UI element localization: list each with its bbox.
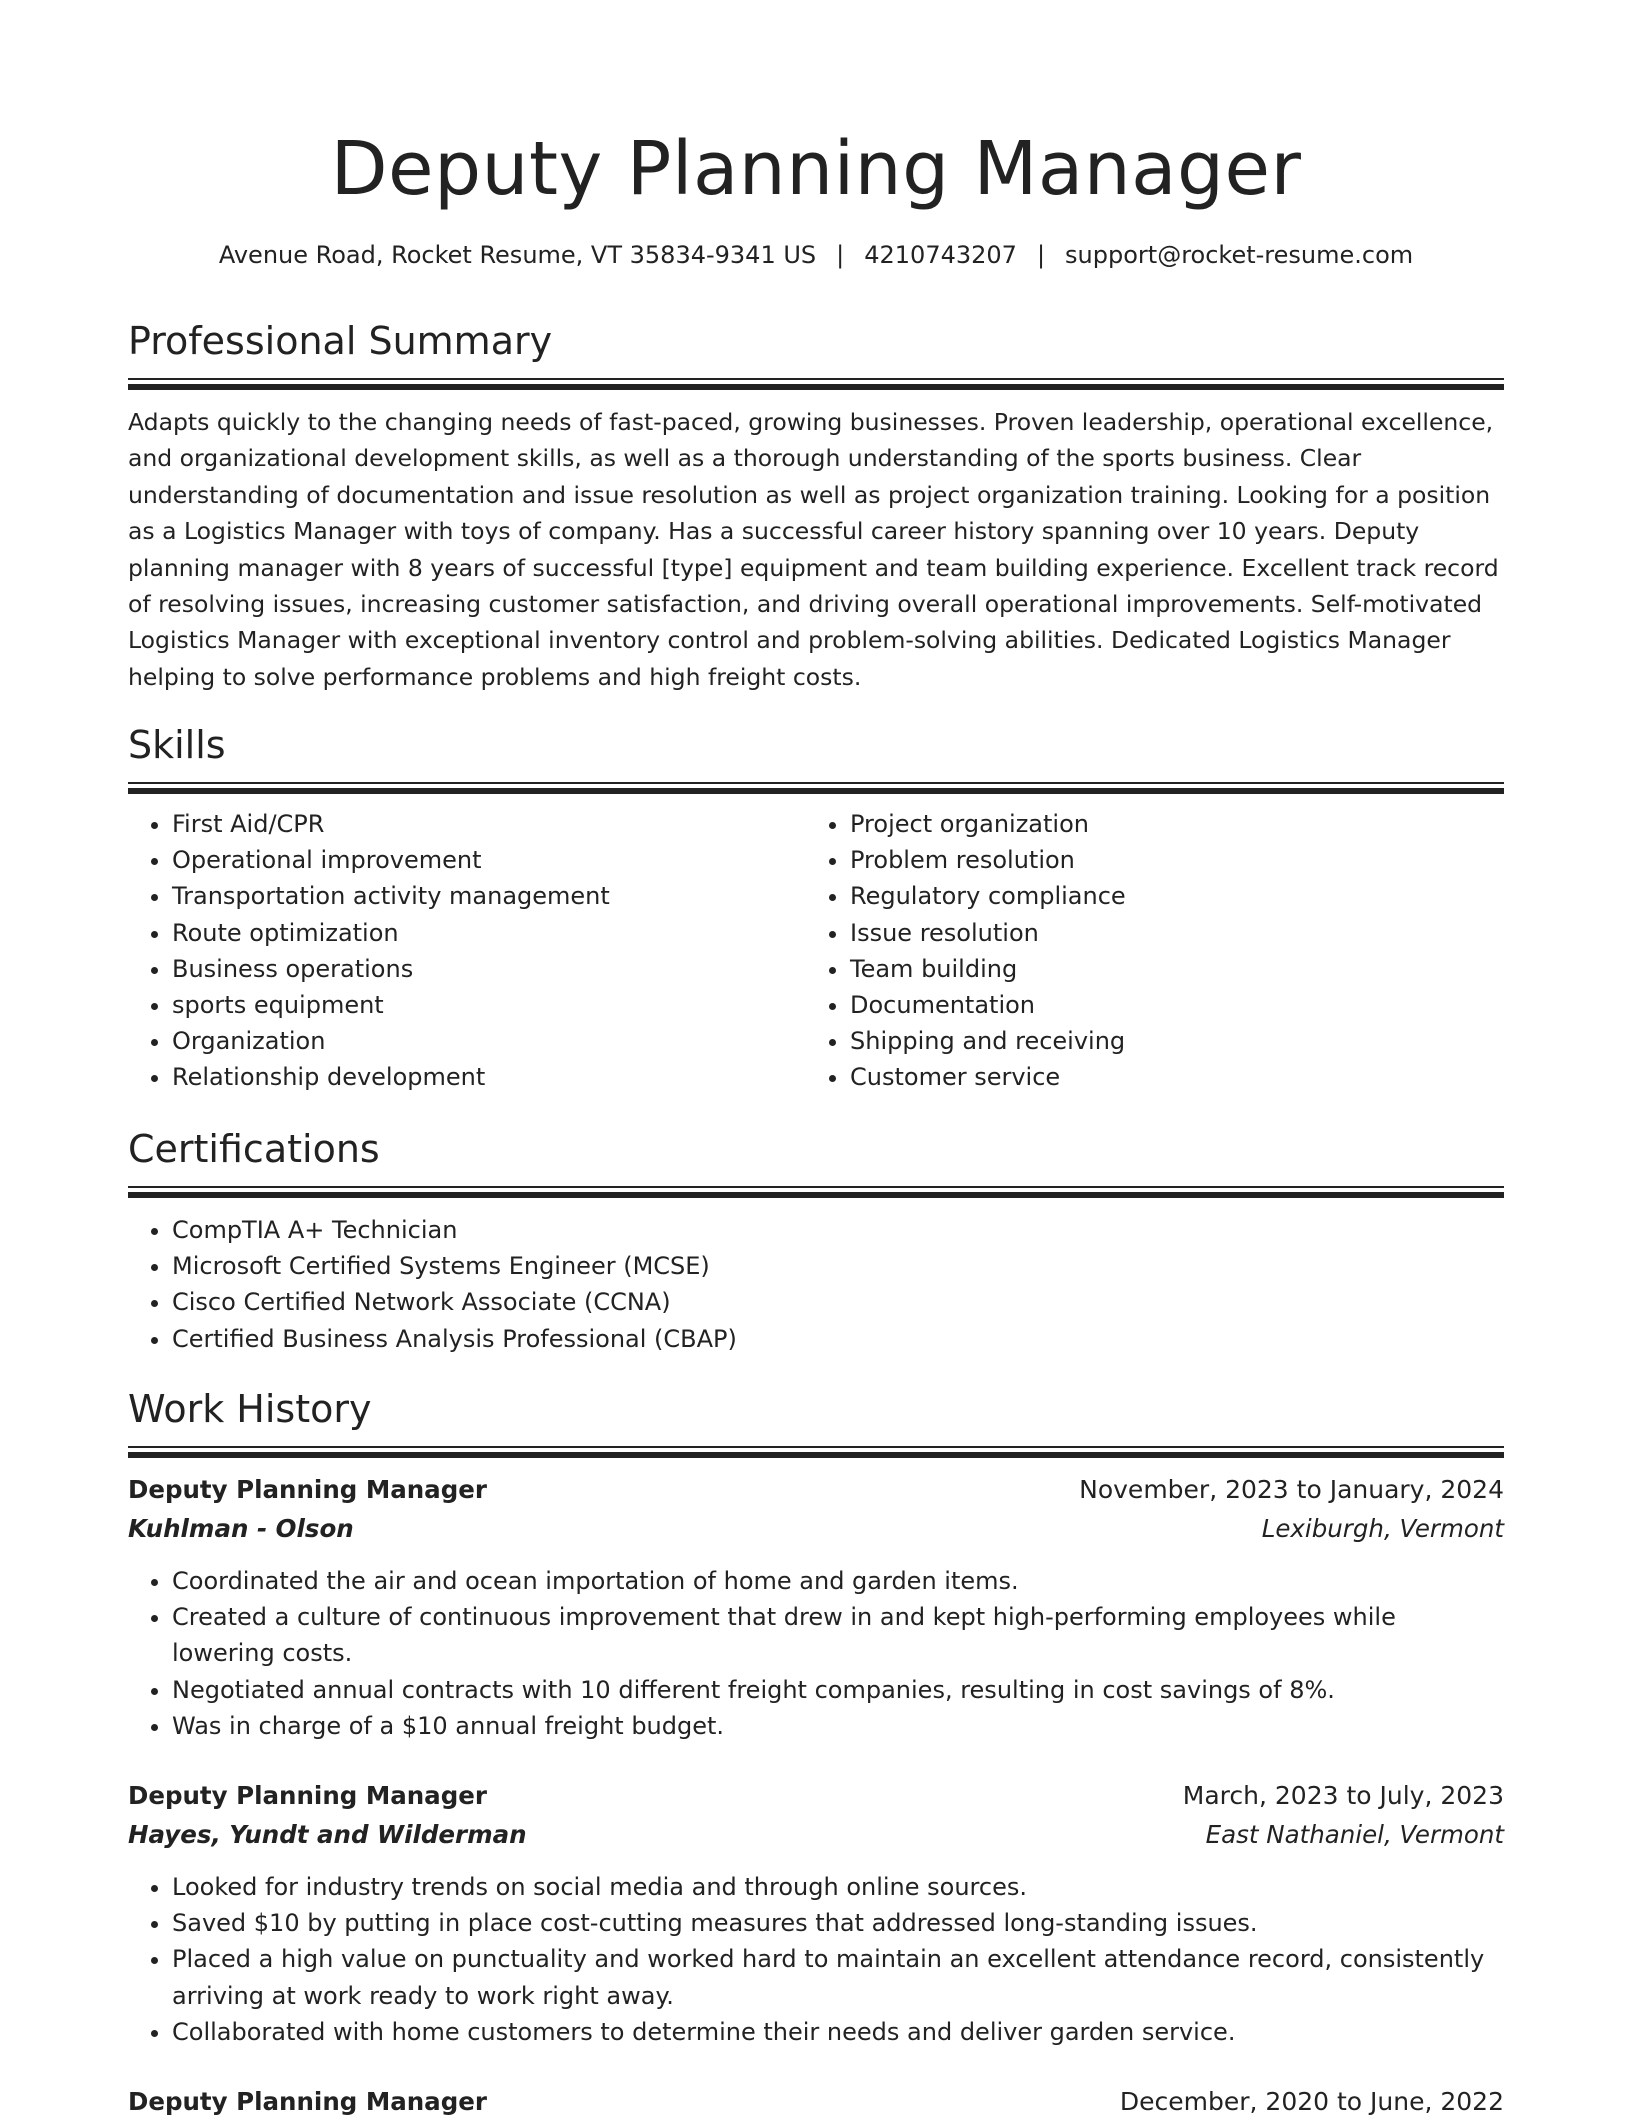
job-location: East Nathaniel, Vermont [1205, 1820, 1504, 1850]
section-title-work-history: Work History [128, 1387, 372, 1431]
section-divider [128, 1446, 1504, 1458]
section-title-certifications: Certifications [128, 1127, 380, 1171]
skill-item: • Customer service [850, 1059, 1484, 1095]
skill-item: • Problem resolution [850, 842, 1484, 878]
section-title-skills: Skills [128, 723, 226, 767]
job-company: Kuhlman - Olson [128, 1514, 354, 1543]
job-header [128, 1778, 1504, 1814]
job-title: Deputy Planning Manager [128, 1475, 487, 1504]
section-divider [128, 782, 1504, 794]
section-divider [128, 1186, 1504, 1198]
job-company: Hayes, Yundt and Wilderman [128, 1820, 527, 1850]
job-entry [128, 2084, 1504, 2120]
job-subheader [128, 1511, 1504, 1547]
job-dates: December, 2020 to June, 2022 [1119, 2087, 1504, 2117]
job-bullet: • Saved $10 by putting in place cost-cutting measures that addressed long-standing issues. [172, 1905, 1504, 1941]
skill-item: • Route optimization [172, 915, 806, 951]
job-bullet: • Placed a high value on punctuality and worked hard to maintain an excellent attendance record, consistently arriving at work ready to work right away. [172, 1941, 1504, 2013]
resume-name: Deputy Planning Manager [330, 126, 1302, 212]
certification-item: • Cisco Certified Network Associate (CCNA) [172, 1284, 1504, 1320]
skill-item: • Transportation activity management [172, 878, 806, 914]
skill-item: • Relationship development [172, 1059, 806, 1095]
skill-item: • Operational improvement [172, 842, 806, 878]
skill-item: • Documentation [850, 987, 1484, 1023]
job-entry [128, 1472, 1504, 1744]
contact-line [128, 240, 1504, 270]
job-location: Lexiburgh, Vermont [1261, 1514, 1504, 1543]
skill-item: • Issue resolution [850, 915, 1484, 951]
skill-item: • Project organization [850, 806, 1484, 842]
job-bullets [128, 1563, 1504, 1744]
skill-item: • Organization [172, 1023, 806, 1059]
resume-page [128, 0, 1504, 2117]
summary-text: Adapts quickly to the changing needs of fast-paced, growing businesses. Proven leadership, operational excellence, and organizational development skills, as well as a thorough understanding of the sports business. Clear understanding of documentation and issue resolution as well as project organization training. Looking for a position as a Logistics Manager with toys of company. Has a successful career history spanning over 10 years. Deputy planning manager with 8 years of successful [type] equipment and team building experience. Excellent track record of resolving issues, increasing customer satisfaction, and driving overall operational improvements. Self-motivated Logistics Manager with exceptional inventory control and problem-solving abilities. Dedicated Logistics Manager helping to solve performance problems and high freight costs. [128, 408, 1499, 691]
job-dates: November, 2023 to January, 2024 [1079, 1475, 1504, 1504]
job-title: Deputy Planning Manager [128, 2087, 487, 2117]
job-bullet: • Collaborated with home customers to determine their needs and deliver garden service. [172, 2014, 1504, 2050]
job-subheader [128, 1817, 1504, 1853]
section-divider [128, 378, 1504, 390]
summary-section [128, 318, 1504, 695]
skill-item: • sports equipment [172, 987, 806, 1023]
skills-list-left [128, 806, 806, 1096]
certifications-section [128, 1126, 1504, 1357]
certification-item: • Certified Business Analysis Professional (CBAP) [172, 1321, 1504, 1357]
contact-separator: | [836, 241, 845, 269]
skill-item: • First Aid/CPR [172, 806, 806, 842]
skills-columns [128, 806, 1504, 1096]
work-history-section [128, 1386, 1504, 2120]
section-title-summary: Professional Summary [128, 319, 553, 363]
contact-address: Avenue Road, Rocket Resume, VT 35834-9341 US [218, 241, 817, 269]
skills-list-right [806, 806, 1484, 1096]
skill-item: • Shipping and receiving [850, 1023, 1484, 1059]
job-dates: March, 2023 to July, 2023 [1182, 1781, 1504, 1811]
job-bullet: • Created a culture of continuous improvement that drew in and kept high-performing employees while lowering costs. [172, 1599, 1504, 1671]
job-bullet: • Coordinated the air and ocean importation of home and garden items. [172, 1563, 1504, 1599]
job-entry [128, 1778, 1504, 2050]
job-bullet: • Looked for industry trends on social media and through online sources. [172, 1869, 1504, 1905]
job-header [128, 1472, 1504, 1508]
certifications-list [128, 1212, 1504, 1357]
contact-separator: | [1036, 241, 1046, 269]
job-title: Deputy Planning Manager [128, 1781, 487, 1811]
skills-section [128, 722, 1504, 1096]
skill-item: • Team building [850, 951, 1484, 987]
certification-item: • CompTIA A+ Technician [172, 1212, 1504, 1248]
skill-item: • Regulatory compliance [850, 878, 1484, 914]
job-bullet: • Was in charge of a $10 annual freight budget. [172, 1708, 1504, 1744]
job-header [128, 2084, 1504, 2120]
contact-email: support@rocket-resume.com [1065, 241, 1414, 269]
job-bullet: • Negotiated annual contracts with 10 different freight companies, resulting in cost savings of 8%. [172, 1672, 1504, 1708]
job-bullets [128, 1869, 1504, 2050]
skill-item: • Business operations [172, 951, 806, 987]
contact-phone: 4210743207 [864, 241, 1017, 269]
certification-item: • Microsoft Certified Systems Engineer (MCSE) [172, 1248, 1504, 1284]
